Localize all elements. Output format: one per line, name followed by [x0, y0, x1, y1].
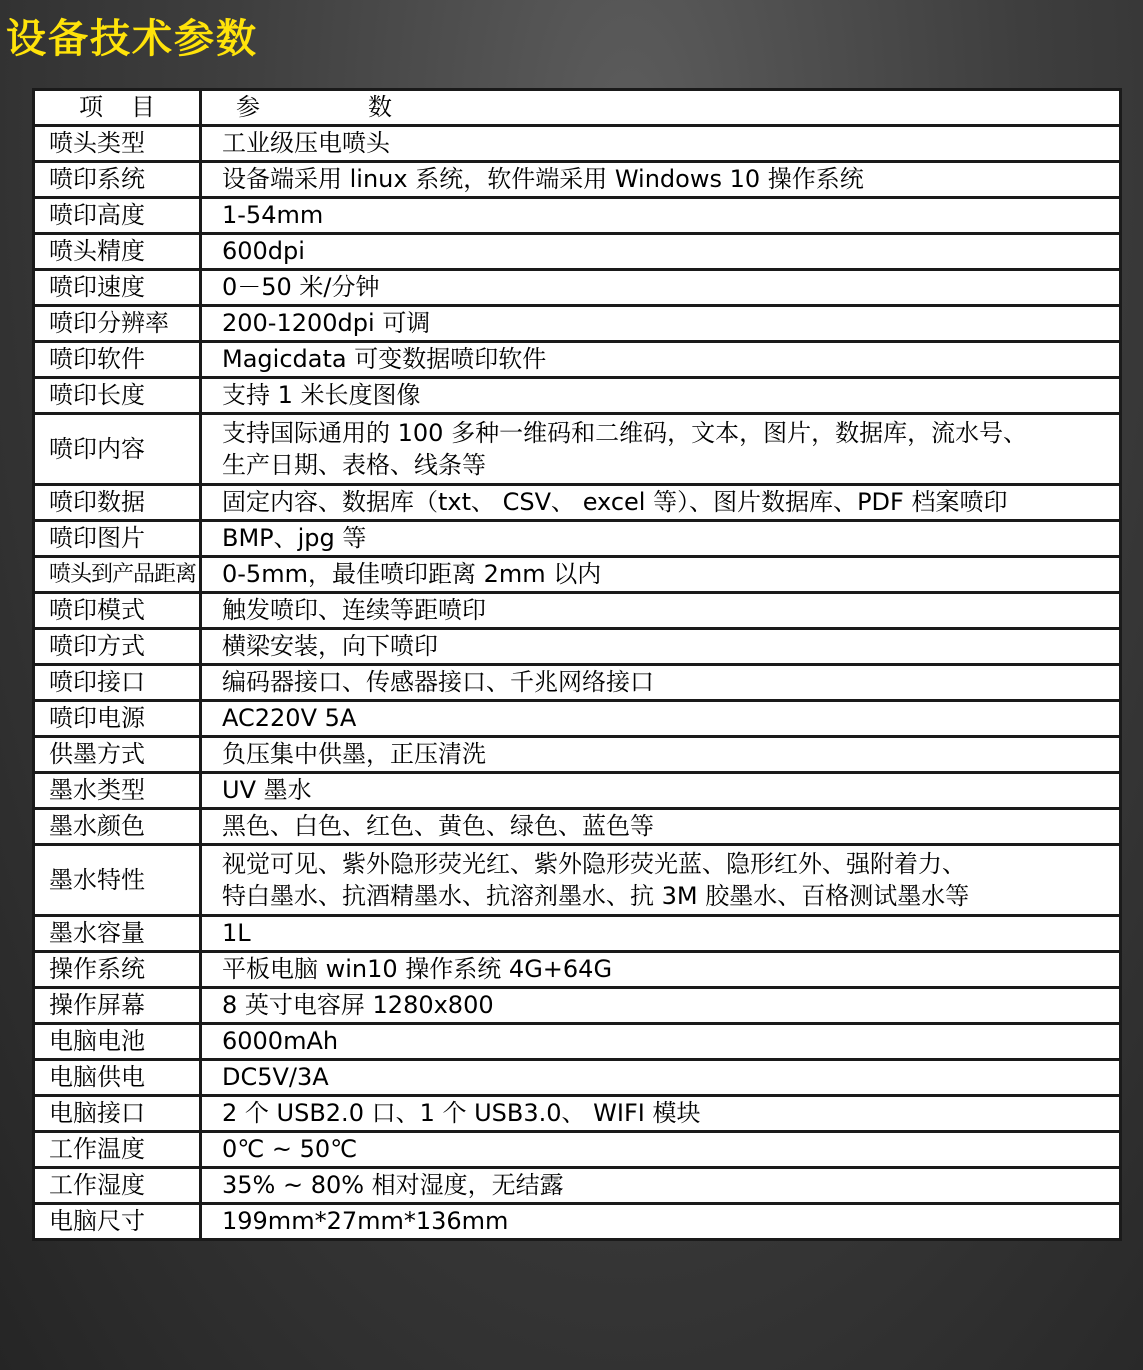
row-item-label: 喷印长度 — [34, 378, 201, 414]
row-value-line: 0-5mm，最佳喷印距离 2mm 以内 — [222, 560, 602, 588]
table-row — [34, 270, 1121, 306]
row-value-line: 设备端采用 linux 系统，软件端采用 Windows 10 操作系统 — [222, 165, 864, 193]
table-row — [34, 162, 1121, 198]
table-row — [34, 557, 1121, 593]
table-row — [34, 737, 1121, 773]
header-value-a: 参 — [236, 93, 260, 121]
row-value — [201, 701, 1121, 737]
table-row — [34, 773, 1121, 809]
row-item-label: 喷印方式 — [34, 629, 201, 665]
spec-table — [32, 88, 1122, 1241]
row-value — [201, 342, 1121, 378]
table-row — [34, 1204, 1121, 1240]
table-row — [34, 701, 1121, 737]
row-value-line: 600dpi — [222, 237, 305, 265]
row-value — [201, 1060, 1121, 1096]
row-value-line: 0－50 米/分钟 — [222, 273, 380, 301]
table-row — [34, 234, 1121, 270]
row-item-label: 墨水容量 — [34, 916, 201, 952]
row-item-label: 工作湿度 — [34, 1168, 201, 1204]
row-item-label: 喷印电源 — [34, 701, 201, 737]
row-item-label: 喷印高度 — [34, 198, 201, 234]
table-header-row — [34, 90, 1121, 126]
row-value-line: 黑色、白色、红色、黄色、绿色、蓝色等 — [222, 812, 654, 840]
row-value — [201, 629, 1121, 665]
row-item-label: 喷印模式 — [34, 593, 201, 629]
row-value — [201, 378, 1121, 414]
row-value-line: 1-54mm — [222, 201, 324, 229]
row-item-label: 喷头到产品距离 — [34, 557, 201, 593]
header-item: 项目 — [34, 90, 201, 126]
table-row — [34, 485, 1121, 521]
table-row — [34, 1096, 1121, 1132]
row-item-label: 电脑接口 — [34, 1096, 201, 1132]
row-value — [201, 414, 1121, 485]
row-value — [201, 1024, 1121, 1060]
table-row — [34, 1024, 1121, 1060]
row-value-line: Magicdata 可变数据喷印软件 — [222, 345, 547, 373]
table-row — [34, 593, 1121, 629]
row-item-label: 喷头类型 — [34, 126, 201, 162]
row-value — [201, 773, 1121, 809]
row-value — [201, 557, 1121, 593]
table-row — [34, 414, 1121, 485]
row-value-line: 199mm*27mm*136mm — [222, 1207, 509, 1235]
row-value — [201, 485, 1121, 521]
row-value — [201, 306, 1121, 342]
row-value — [201, 1096, 1121, 1132]
row-value-line: 支持 1 米长度图像 — [222, 381, 421, 409]
row-item-label: 喷印速度 — [34, 270, 201, 306]
row-value-line: 0℃ ~ 50℃ — [222, 1135, 358, 1163]
row-item-label: 喷印数据 — [34, 485, 201, 521]
row-item-label: 喷印图片 — [34, 521, 201, 557]
row-item-label: 电脑电池 — [34, 1024, 201, 1060]
row-value — [201, 1168, 1121, 1204]
row-value-line: DC5V/3A — [222, 1063, 329, 1091]
table-row — [34, 306, 1121, 342]
table-row — [34, 845, 1121, 916]
row-value-line: 视觉可见、紫外隐形荧光红、紫外隐形荧光蓝、隐形红外、强附着力、 — [222, 850, 966, 878]
row-item-label: 墨水颜色 — [34, 809, 201, 845]
row-value-line: 平板电脑 win10 操作系统 4G+64G — [222, 955, 613, 983]
row-item-label: 喷头精度 — [34, 234, 201, 270]
row-item-label: 喷印内容 — [34, 414, 201, 485]
row-value-line: 负压集中供墨，正压清洗 — [222, 740, 486, 768]
row-item-label: 供墨方式 — [34, 737, 201, 773]
row-value-line: 8 英寸电容屏 1280x800 — [222, 991, 494, 1019]
row-item-label: 工作温度 — [34, 1132, 201, 1168]
row-value — [201, 916, 1121, 952]
row-value-line: 特白墨水、抗酒精墨水、抗溶剂墨水、抗 3M 胶墨水、百格测试墨水等 — [222, 882, 970, 910]
table-row — [34, 952, 1121, 988]
row-value — [201, 737, 1121, 773]
table-row — [34, 809, 1121, 845]
row-value-line: 编码器接口、传感器接口、千兆网络接口 — [222, 668, 654, 696]
row-value-line: UV 墨水 — [222, 776, 312, 804]
table-row — [34, 665, 1121, 701]
row-value-line: 35% ~ 80% 相对湿度，无结露 — [222, 1171, 564, 1199]
row-value — [201, 521, 1121, 557]
row-value-line: 生产日期、表格、线条等 — [222, 451, 486, 479]
row-value-line: 200-1200dpi 可调 — [222, 309, 431, 337]
table-row — [34, 1168, 1121, 1204]
row-value — [201, 162, 1121, 198]
row-value — [201, 270, 1121, 306]
row-value — [201, 593, 1121, 629]
row-item-label: 墨水类型 — [34, 773, 201, 809]
row-value — [201, 665, 1121, 701]
header-value — [201, 90, 1121, 126]
row-value-line: 支持国际通用的 100 多种一维码和二维码，文本，图片，数据库，流水号、 — [222, 419, 1028, 447]
row-item-label: 电脑尺寸 — [34, 1204, 201, 1240]
row-value — [201, 198, 1121, 234]
row-item-label: 操作系统 — [34, 952, 201, 988]
row-value-line: 工业级压电喷头 — [222, 129, 390, 157]
row-value-line: AC220V 5A — [222, 704, 357, 732]
row-value-line: 1L — [222, 919, 251, 947]
table-row — [34, 629, 1121, 665]
table-row — [34, 1132, 1121, 1168]
table-row — [34, 126, 1121, 162]
row-item-label: 喷印接口 — [34, 665, 201, 701]
table-row — [34, 378, 1121, 414]
row-value — [201, 126, 1121, 162]
page-title: 设备技术参数 — [6, 16, 258, 62]
table-row — [34, 1060, 1121, 1096]
row-value — [201, 988, 1121, 1024]
row-value — [201, 234, 1121, 270]
row-item-label: 喷印系统 — [34, 162, 201, 198]
table-row — [34, 198, 1121, 234]
row-value-line: 2 个 USB2.0 口、1 个 USB3.0、 WIFI 模块 — [222, 1099, 701, 1127]
row-item-label: 电脑供电 — [34, 1060, 201, 1096]
row-item-label: 墨水特性 — [34, 845, 201, 916]
row-value — [201, 952, 1121, 988]
row-value — [201, 1132, 1121, 1168]
row-value-line: 6000mAh — [222, 1027, 339, 1055]
row-value — [201, 1204, 1121, 1240]
row-value — [201, 809, 1121, 845]
row-item-label: 喷印软件 — [34, 342, 201, 378]
row-value-line: 固定内容、数据库（txt、 CSV、 excel 等）、图片数据库、PDF 档案喷印 — [222, 488, 1008, 516]
row-item-label: 喷印分辨率 — [34, 306, 201, 342]
row-item-label: 操作屏幕 — [34, 988, 201, 1024]
table-row — [34, 521, 1121, 557]
row-value-line: 触发喷印、连续等距喷印 — [222, 596, 486, 624]
table-row — [34, 988, 1121, 1024]
row-value-line: BMP、jpg 等 — [222, 524, 367, 552]
table-row — [34, 916, 1121, 952]
row-value — [201, 845, 1121, 916]
header-value-b: 数 — [368, 93, 392, 121]
table-row — [34, 342, 1121, 378]
row-value-line: 横梁安装，向下喷印 — [222, 632, 438, 660]
